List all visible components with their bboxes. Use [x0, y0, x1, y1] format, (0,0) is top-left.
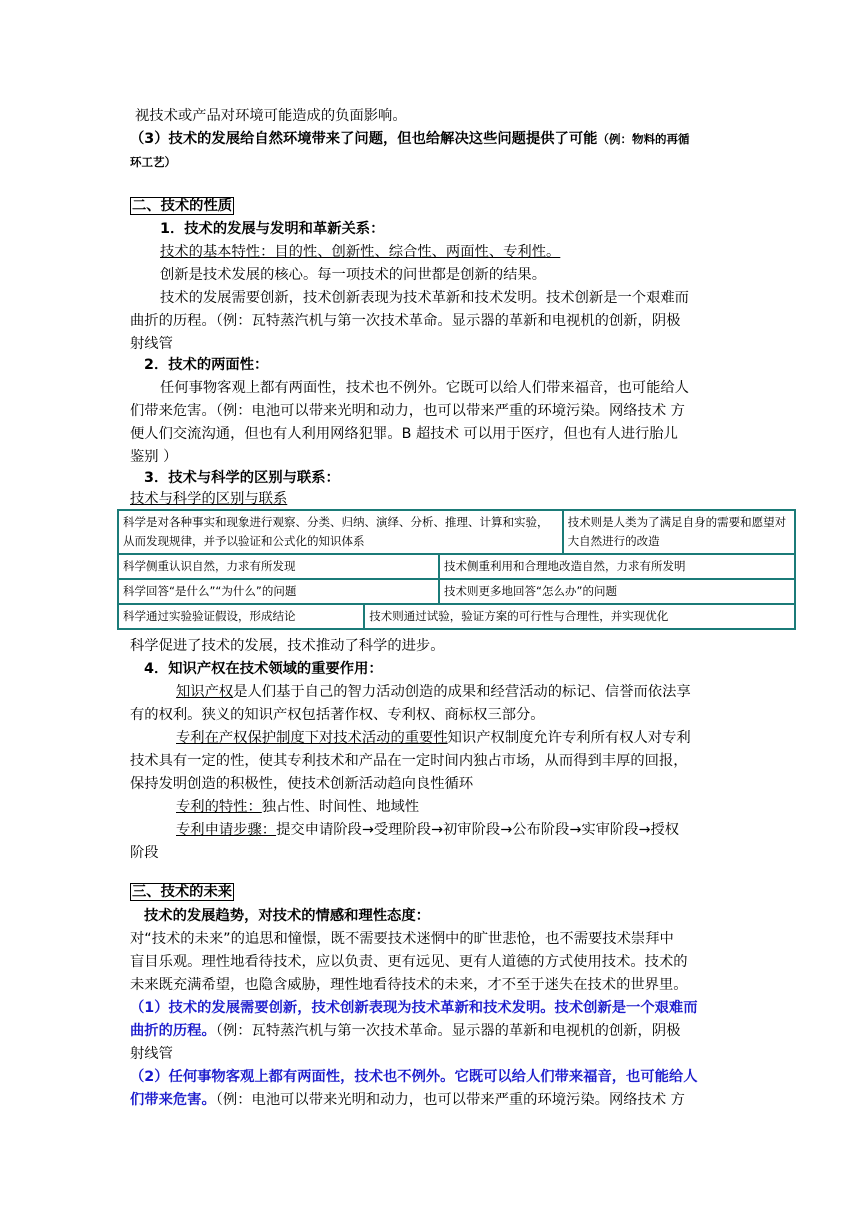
text-line: 环工艺） [130, 155, 176, 169]
subheading: 4．知识产权在技术领域的重要作用： [144, 661, 383, 677]
text-line: 科学促进了技术的发展，技术推动了科学的进步。 [130, 638, 445, 654]
text-line: 鉴别 ） [130, 449, 178, 465]
text-line: 对“技术的未来”的追思和憧憬，既不需要技术迷惘中的旷世悲怆，也不需要技术崇拜中 [130, 931, 674, 947]
text-line: 技术具有一定的性，使其专利技术和产品在一定时间内独占市场，从而得到丰厚的回报， [130, 753, 688, 769]
table-row [118, 579, 795, 604]
text-line: 创新是技术发展的核心。每一项技术的问世都是创新的结果。 [160, 267, 547, 283]
subheading: 3．技术与科学的区别与联系： [144, 470, 340, 486]
text-line: 专利在产权保护制度下对技术活动的重要性知识产权制度允许专利所有权人对专利 [176, 730, 691, 746]
text-line: 曲折的历程。（例：瓦特蒸汽机与第一次技术革命。显示器的革新和电视机的创新，阴极 [130, 313, 681, 329]
subheading: 2．技术的两面性： [144, 357, 269, 373]
text-line: 曲折的历程。（例：瓦特蒸汽机与第一次技术革命。显示器的革新和电视机的创新，阴极 [130, 1023, 681, 1039]
table-cell: 科学通过实验验证假设，形成结论 [118, 604, 364, 629]
text-line: 便人们交流沟通，但也有人利用网络犯罪。B 超技术 可以用于医疗，但也有人进行胎儿 [130, 426, 678, 442]
text-line: 知识产权是人们基于自己的智力活动创造的成果和经营活动的标记、信誉而依法享 [176, 684, 691, 700]
text-line: 视技术或产品对环境可能造成的负面影响。 [135, 108, 407, 124]
table-cell: 科学是对各种事实和现象进行观察、分类、归纳、演绎、分析、推理、计算和实验，从而发现规律，并予以验证和公式化的知识体系 [118, 510, 563, 554]
text-line: 保持发明创造的积极性，使技术创新活动趋向良性循环 [130, 776, 474, 792]
text-line: 有的权利。狭义的知识产权包括著作权、专利权、商标权三部分。 [130, 707, 545, 723]
section-heading: 三、技术的未来 [132, 884, 233, 900]
text-line: （2）任何事物客观上都有两面性，技术也不例外。它既可以给人们带来福音，也可能给人 [130, 1069, 698, 1085]
text-line: 射线管 [130, 336, 173, 352]
table-row [118, 554, 795, 579]
text-line: 射线管 [130, 1046, 173, 1062]
text-line: 专利的特性：独占性、时间性、地域性 [176, 799, 420, 815]
table-cell: 科学侧重认识自然，力求有所发现 [118, 554, 439, 579]
table-row [118, 510, 795, 554]
text-line: 技术的发展需要创新，技术创新表现为技术革新和技术发明。技术创新是一个艰难而 [160, 290, 689, 306]
text-line: 任何事物客观上都有两面性，技术也不例外。它既可以给人们带来福音，也可能给人 [160, 380, 689, 396]
text-line: 们带来危害。（例：电池可以带来光明和动力，也可以带来严重的环境污染。网络技术 方 [130, 403, 685, 419]
comparison-table [117, 509, 796, 630]
text-line: （3）技术的发展给自然环境带来了问题，但也给解决这些问题提供了可能（例：物料的再循 [130, 131, 690, 147]
text-line: 们带来危害。（例：电池可以带来光明和动力，也可以带来严重的环境污染。网络技术 方 [130, 1092, 685, 1108]
text-line: 专利申请步骤：提交申请阶段→受理阶段→初审阶段→公布阶段→实审阶段→授权 [176, 822, 680, 838]
text-line: 盲目乐观。理性地看待技术，应以负责、更有远见、更有人道德的方式使用技术。技术的 [130, 954, 688, 970]
table-cell: 技术则是人类为了满足自身的需要和愿望对大自然进行的改造 [563, 510, 795, 554]
section-heading: 二、技术的性质 [132, 198, 233, 214]
table-row [118, 604, 795, 629]
text-line: （1）技术的发展需要创新，技术创新表现为技术革新和技术发明。技术创新是一个艰难而 [130, 1000, 698, 1016]
table-cell: 科学回答“是什么”“为什么”的问题 [118, 579, 439, 604]
table-title: 技术与科学的区别与联系 [130, 491, 288, 507]
subheading: 技术的发展趋势，对技术的情感和理性态度： [144, 908, 430, 924]
table-cell: 技术则通过试验，验证方案的可行性与合理性，并实现优化 [364, 604, 795, 629]
text-line: 未来既充满希望，也隐含威胁，理性地看待技术的未来，才不至于迷失在技术的世界里。 [130, 977, 688, 993]
text-line: 阶段 [130, 845, 159, 861]
text-line: 技术的基本特性：目的性、创新性、综合性、两面性、专利性。 [160, 244, 561, 260]
table-cell: 技术则更多地回答“怎么办”的问题 [439, 579, 795, 604]
subheading: 1．技术的发展与发明和革新关系： [160, 221, 385, 237]
table-cell: 技术侧重利用和合理地改造自然，力求有所发明 [439, 554, 795, 579]
